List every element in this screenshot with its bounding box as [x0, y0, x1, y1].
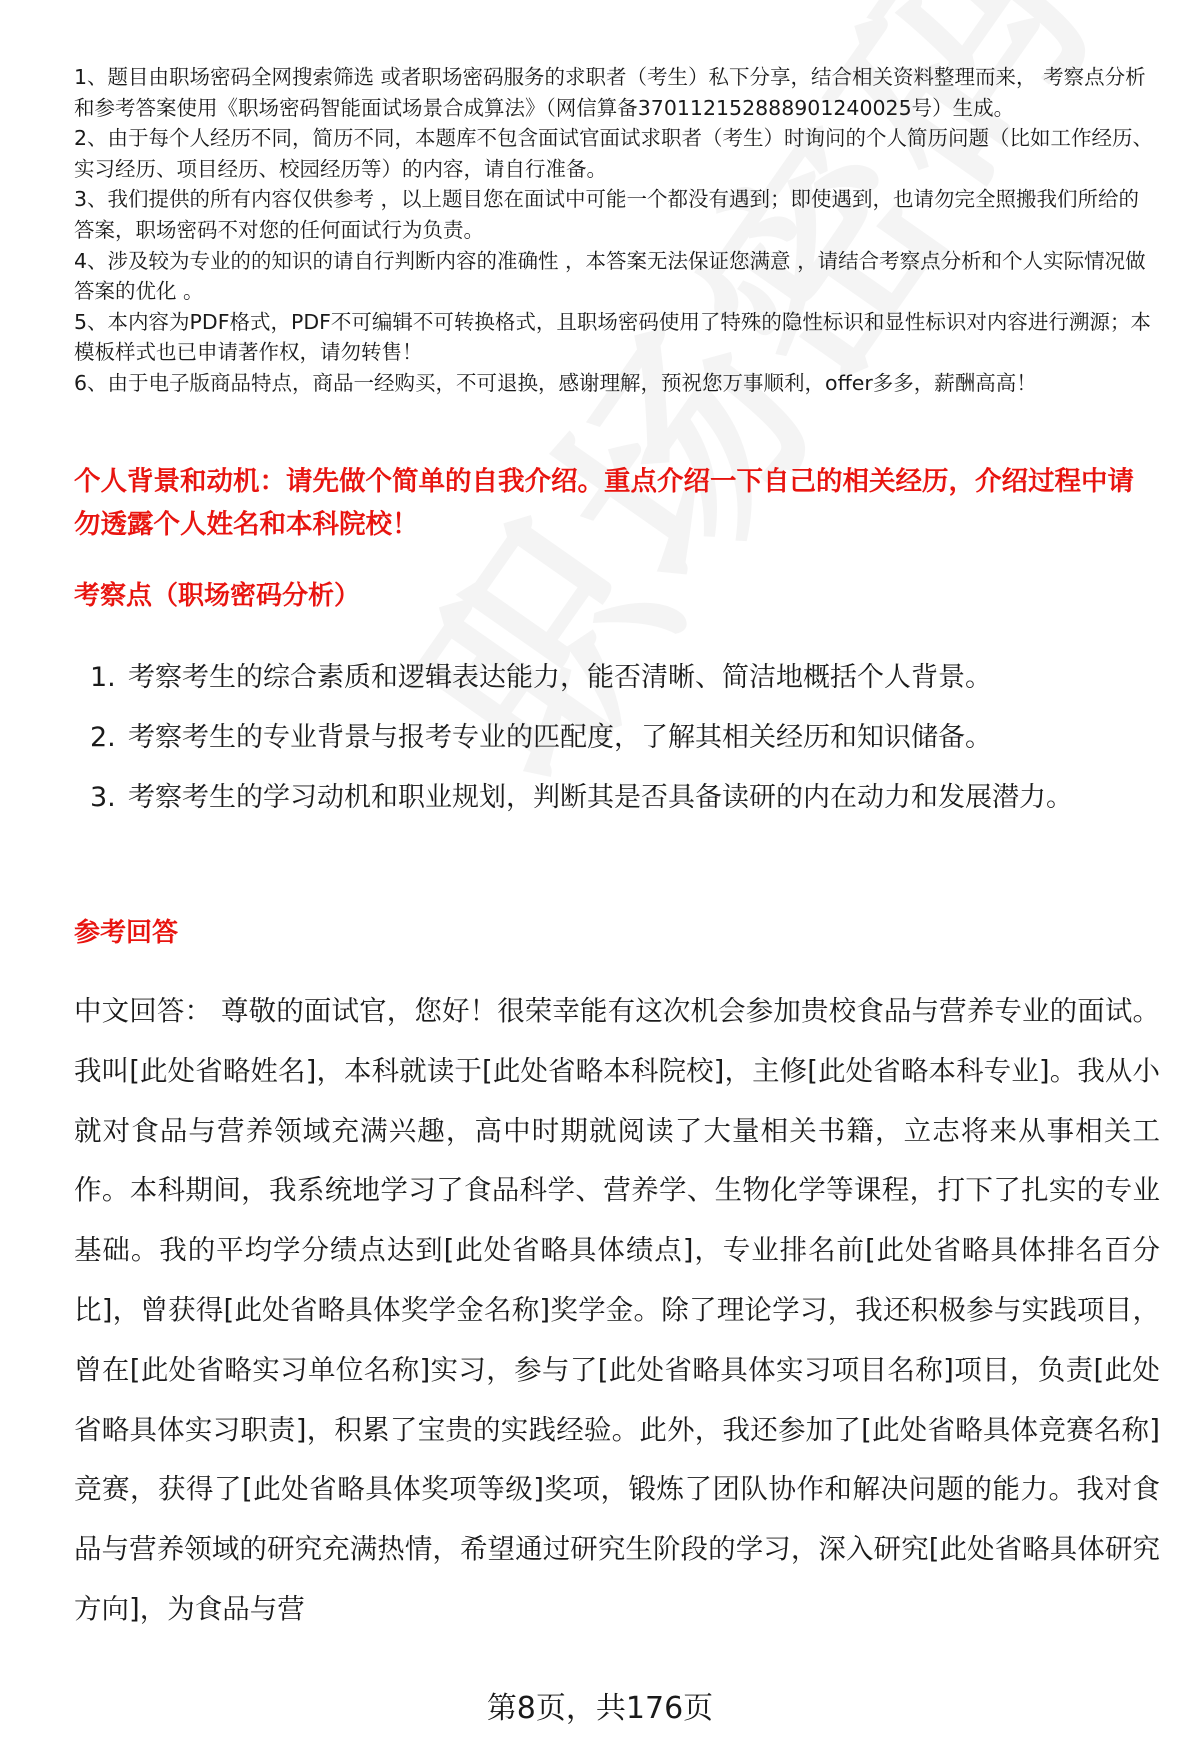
item-number: 3. [90, 782, 116, 813]
notice-item: 1、题目由职场密码全网搜索筛选 或者职场密码服务的求职者（考生）私下分享，结合相关资料整理而来， 考察点分析和参考答案使用《职场密码智能面试场景合成算法》（网信算备370112152888901240025号）生成。 [74, 65, 1146, 120]
analysis-heading: 考察点（职场密码分析） [74, 581, 361, 611]
notice-item: 6、由于电子版商品特点，商品一经购买，不可退换，感谢理解，预祝您万事顺利，offer多多，薪酬高高！ [74, 370, 1037, 395]
item-text: 考察考生的专业背景与报考专业的匹配度，了解其相关经历和知识储备。 [128, 722, 992, 753]
notice-item: 2、由于每个人经历不同，简历不同，本题库不包含面试官面试求职者（考生）时询问的个人简历问题（比如工作经历、实习经历、项目经历、校园经历等）的内容，请自行准备。 [74, 126, 1154, 181]
reference-answer: 中文回答： 尊敬的面试官，您好！很荣幸能有这次机会参加贵校食品与营养专业的面试。我叫[此处省略姓名]，本科就读于[此处省略本科院校]，主修[此处省略本科专业]。我从小就对食品与营养领域充满兴趣，高中时期就阅读了大量相关书籍，立志将来从事相关工作。本科期间，我系统地学习了食品科学、营养学、生物化学等课程，打下了扎实的专业基础。我的平均学分绩点达到[此处省略具体绩点]，专业排名前[此处省略具体排名百分比]，曾获得[此处省略具体奖学金名称]奖学金。除了理论学习，我还积极参与实践项目，曾在[此处省略实习单位名称]实习，参与了[此处省略具体实习项目名称]项目，负责[此处省略具体实习职责]，积累了宝贵的实践经验。此外，我还参加了[此处省略具体竞赛名称]竞赛，获得了[此处省略具体奖项等级]奖项，锻炼了团队协作和解决问题的能力。我对食品与营养领域的研究充满热情，希望通过研究生阶段的学习，深入研究[此处省略具体研究方向]，为食品与营 [74, 995, 1160, 1625]
item-text: 考察考生的综合素质和逻辑表达能力，能否清晰、简洁地概括个人背景。 [128, 662, 992, 693]
notice-item: 5、本内容为PDF格式，PDF不可编辑不可转换格式，且职场密码使用了特殊的隐性标识和显性标识对内容进行溯源；本模板样式也已申请著作权，请勿转售！ [74, 309, 1151, 365]
analysis-list [74, 648, 1154, 828]
analysis-item [74, 648, 1154, 708]
analysis-item [74, 768, 1154, 828]
analysis-item [74, 708, 1154, 768]
notice-item: 3、我们提供的所有内容仅供参考 ，以上题目您在面试中可能一个都没有遇到；即使遇到，也请勿完全照搬我们所给的答案，职场密码不对您的任何面试行为负责。 [74, 187, 1140, 242]
reference-heading: 参考回答 [74, 918, 179, 948]
item-number: 1. [90, 662, 116, 693]
notice-item: 4、涉及较为专业的的知识的请自行判断内容的准确性 ，本答案无法保证您满意 ，请结合考察点分析和个人实际情况做答案的优化 。 [74, 248, 1146, 304]
interview-question: 个人背景和动机：请先做个简单的自我介绍。重点介绍一下自己的相关经历，介绍过程中请勿透露个人姓名和本科院校！ [74, 466, 1134, 540]
page-number: 第8页，共176页 [486, 1691, 714, 1726]
item-number: 2. [90, 722, 116, 753]
notice-block [74, 62, 1154, 399]
item-text: 考察考生的学习动机和职业规划，判断其是否具备读研的内在动力和发展潜力。 [128, 782, 1073, 813]
